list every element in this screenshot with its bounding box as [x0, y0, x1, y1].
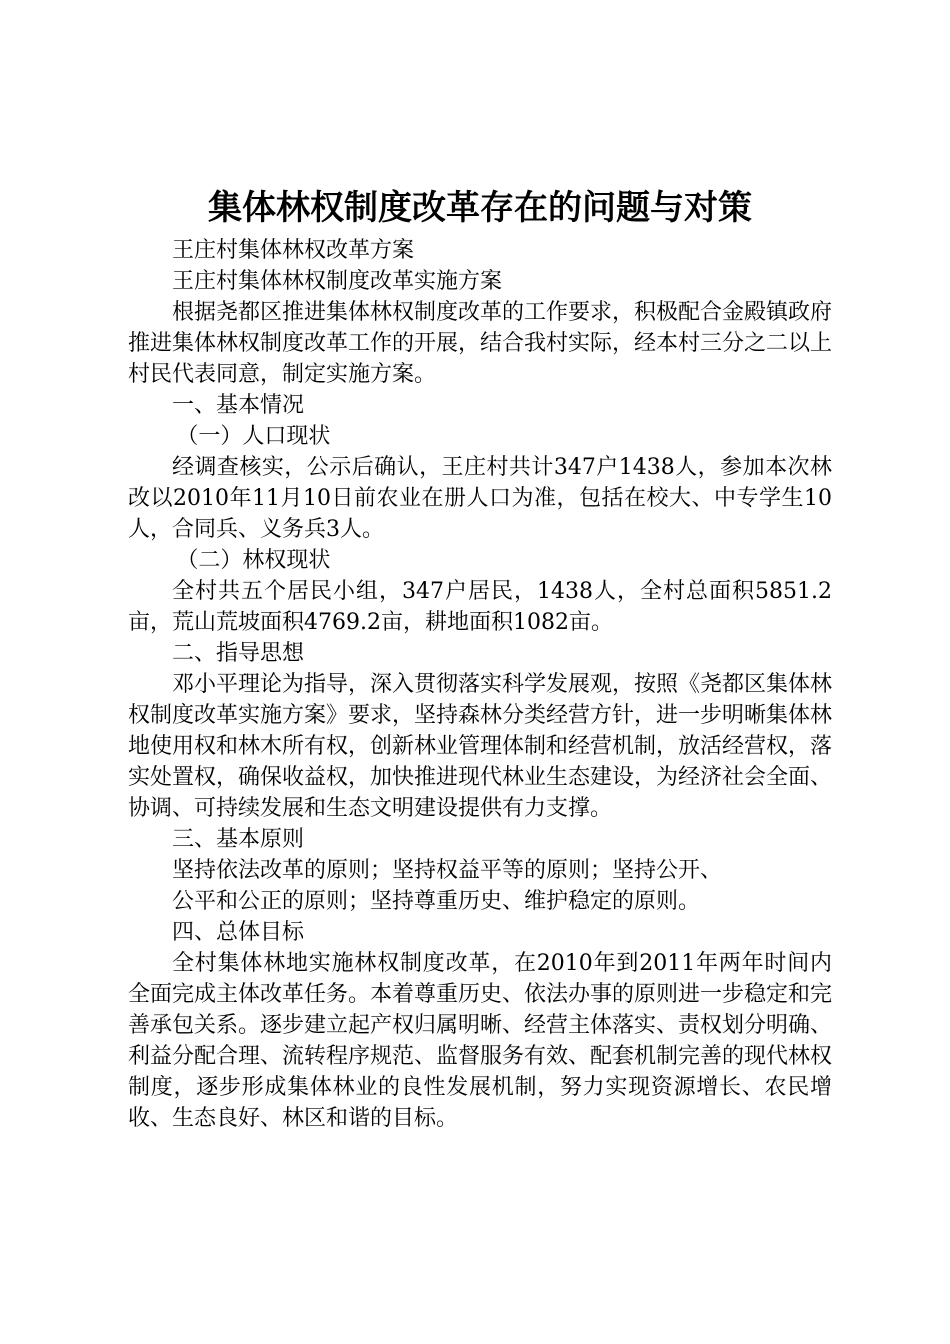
document-title: 集体林权制度改革存在的问题与对策 [208, 188, 752, 228]
paragraph-principles-line-1: 坚持依法改革的原则；坚持权益平等的原则；坚持公开、 [172, 858, 723, 883]
paragraph-population: 经调查核实，公示后确认，王庄村共计347户1438人，参加本次林改以2010年11月10日前农业在册人口为准，包括在校大、中专学生10人，合同兵、义务兵3人。 [128, 455, 832, 542]
section-heading-basic-principles: 三、基本原则 [172, 827, 305, 852]
section-heading-basic-situation: 一、基本情况 [172, 393, 305, 418]
paragraph-guiding-ideology: 邓小平理论为指导，深入贯彻落实科学发展观，按照《尧都区集体林权制度改革实施方案》要求，坚持森林分类经营方针，进一步明晰集体林地使用权和林木所有权，创新林业管理体制和经营机制，放活经营权，落实处置权，确保收益权，加快推进现代林业生态建设，为经济社会全面、协调、可持续发展和生态文明建设提供有力支撑。 [128, 672, 833, 821]
paragraph-overall-goal: 全村集体林地实施林权制度改革，在2010年到2011年两年时间内全面完成主体改革任务。本着尊重历史、依法办事的原则进一步稳定和完善承包关系。逐步建立起产权归属明晰、经营主体落实、责权划分明确、利益分配合理、流转程序规范、监督服务有效、配套机制完善的现代林权制度，逐步形成集体林业的良性发展机制，努力实现资源增长、农民增收、生态良好、林区和谐的目标。 [128, 951, 833, 1131]
document-page [128, 185, 832, 1134]
section-heading-overall-goal: 四、总体目标 [172, 920, 305, 945]
paragraph-subtitle-1: 王庄村集体林权改革方案 [172, 238, 415, 263]
section-heading-guiding-ideology: 二、指导思想 [172, 641, 305, 666]
paragraph-principles-line-2: 公平和公正的原则；坚持尊重历史、维护稳定的原则。 [172, 889, 701, 914]
paragraph-forest-rights: 全村共五个居民小组，347户居民，1438人，全村总面积5851.2亩，荒山荒坡面积4769.2亩，耕地面积1082亩。 [128, 579, 832, 635]
subsection-heading-forest-rights: （二）林权现状 [176, 548, 331, 573]
paragraph-subtitle-2: 王庄村集体林权制度改革实施方案 [172, 269, 503, 294]
subsection-heading-population: （一）人口现状 [176, 424, 331, 449]
paragraph-intro: 根据尧都区推进集体林权制度改革的工作要求，积极配合金殿镇政府推进集体林权制度改革工作的开展，结合我村实际，经本村三分之二以上村民代表同意，制定实施方案。 [128, 300, 833, 387]
